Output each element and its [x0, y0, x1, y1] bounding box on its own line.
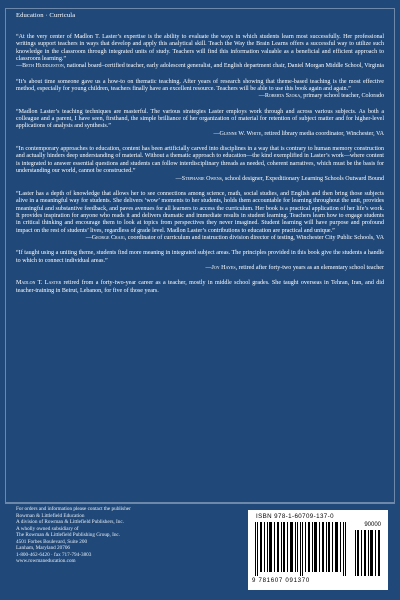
quote-attribution: —Glenne W. White, retired library media coordinator, Winchester, VA: [213, 130, 384, 137]
quote-attribution: —Roberta Szoka, primary school teacher, Colorado: [258, 93, 384, 100]
quote-1: [16, 34, 384, 71]
quote-3: [16, 109, 384, 138]
publisher-line: www.rowmaneducation.com: [16, 558, 76, 565]
quote-author-title: , primary school teacher, Colorado: [300, 93, 384, 100]
publisher-line: A wholly owned subsidiary of: [16, 525, 79, 532]
quote-author-title: , national board–certified teacher, early adolescent generalist, and English department chair, Daniel Morgan Middle School, Virginia: [63, 63, 384, 70]
quote-4: [16, 146, 384, 183]
publisher-line: 4501 Forbes Boulevard, Suite 200: [16, 538, 88, 545]
quote-attribution: —Stephanie Owens, school designer, Expeditionary Learning Schools Outward Bound: [175, 175, 384, 182]
publisher-line: The Rowman & Littlefield Publishing Group, Inc.: [16, 532, 121, 539]
author-bio: [16, 280, 384, 295]
quote-author: Joy Hayes: [211, 264, 236, 271]
quotes-section: [16, 34, 384, 295]
quote-author-title: , school designer, Expeditionary Learning Schools Outward Bound: [221, 175, 384, 182]
quote-author: Beth Huddleston: [22, 63, 64, 70]
isbn-barcode: [248, 510, 388, 590]
price-barcode-bars: [355, 530, 381, 576]
quote-text: “Madlon Laster’s teaching techniques are masterful. The various strategies Laster employs work through and across various subjects. As both a colleague and a parent, I have seen, firsthand, the simple brilliance of her organization of material for retention of subject matter and for higher-level applications of analysis and synthesis.”: [16, 108, 384, 130]
quote-text: “It’s about time someone gave us a how-to on thematic teaching. After years of research showing that theme-based teaching is the most effective method, especially for young children, teachers finally have an excellent resource. Teachers will be able to use this book again and again.”: [16, 78, 384, 93]
publisher-line: Lanham, Maryland 20706: [16, 545, 71, 552]
quote-attribution: —George Craig, coordinator of curriculum and instruction division director of testing, Winchester City Public Schools, VA: [85, 234, 384, 241]
publisher-line: For orders and information please contact the publisher: [16, 506, 131, 512]
quote-5: [16, 191, 384, 242]
quote-author-title: , coordinator of curriculum and instruction division director of testing, Winchester City Public Schools, VA: [124, 234, 384, 241]
category-label: Education · Curricula: [16, 12, 76, 19]
quote-text: “Laster has a depth of knowledge that allows her to see connections among science, math, social studies, and English and then bring those subjects alive in a meaningful way for students. She delivers ‘wow’ moments to her students, holds them accountable for learning throughout the unit, provides meaningful and substantive feedback, and paves avenues for all learners to access the curriculum. Her book is a practical application of her life’s work. It provides inspiration for anyone who reads it and delivers dramatic and immediate results in student learning. Teachers learn how to engage students in critical thinking and encourage them to look at topics from perspectives they never imagined. Student learning will have purpose and profound impact on the rest of students’ lives, regardless of grade level. Madlon Laster’s contributions to education are practical and unique.”: [16, 190, 384, 234]
quote-author-title: , retired library media coordinator, Winchester, VA: [261, 130, 384, 137]
quote-author-title: , retired after forty-two years as an elementary school teacher: [235, 264, 384, 271]
quote-6: [16, 250, 384, 272]
quote-text: “If taught using a uniting theme, students find more meaning in integrated subject areas. The principles provided in this book give the students a handle to which to connect individual areas.”: [16, 250, 384, 264]
publisher-line: 1-800-462-6420 · fax 717-794-3803: [16, 551, 92, 558]
divider: [5, 503, 395, 504]
quote-2: [16, 79, 384, 101]
author-bio-text: retired from a forty-two-year career as a teacher, mostly in middle school grades. She taught overseas in Tehran, Iran, and did teacher-training in Beirut, Lebanon, for five of those years.: [16, 280, 384, 294]
author-name: Madlon T. Laster: [16, 280, 62, 287]
publisher-line: A division of Rowman & Littlefield Publishers, Inc.: [16, 519, 124, 526]
quote-attribution: —Joy Hayes, retired after forty-two years as an elementary school teacher: [205, 264, 384, 271]
isbn-number: ISBN 978-1-60709-137-0: [256, 513, 334, 520]
quote-text: “In contemporary approaches to education, content has been artificially carved into disciplines in a way that is contrary to human memory construction and actually hinders deep understanding of material. Without a thematic approach to education—the kind exemplified in Laster’s work—where content is integrated to answer essential questions and students can follow interdisciplinary threads as needed, coherent narratives, which must be the basis for understanding our world, cannot be constructed.”: [16, 146, 384, 175]
quote-author: Stephanie Owens: [181, 175, 222, 182]
quote-author: George Craig: [91, 234, 125, 241]
quote-author: Glenne W. White: [219, 130, 262, 137]
barcode-digits: 9 781607 091370: [252, 577, 310, 584]
quote-author: Roberta Szoka: [264, 93, 301, 100]
quote-attribution: —Beth Huddleston, national board–certified teacher, early adolescent generalist, and English department chair, Daniel Morgan Middle School, Virginia: [16, 63, 384, 70]
quote-text: “At the very center of Madlon T. Laster’s expertise is the ability to evaluate the ways in which students learn most successfully. Her professional writings support teachers in ways that develop and apply this analytical skill. Teach the Way the Brain Learns offers a successful way to utilize such knowledge in the classroom through integrated units of study. Teachers will find this information valuable as a beneficial and efficient approach to classroom learning.”: [16, 34, 384, 63]
price-code: 90000: [364, 522, 381, 528]
publisher-info: [16, 506, 216, 565]
ean-barcode-bars: [255, 522, 347, 576]
publisher-line: Rowman & Littlefield Education: [16, 512, 85, 519]
